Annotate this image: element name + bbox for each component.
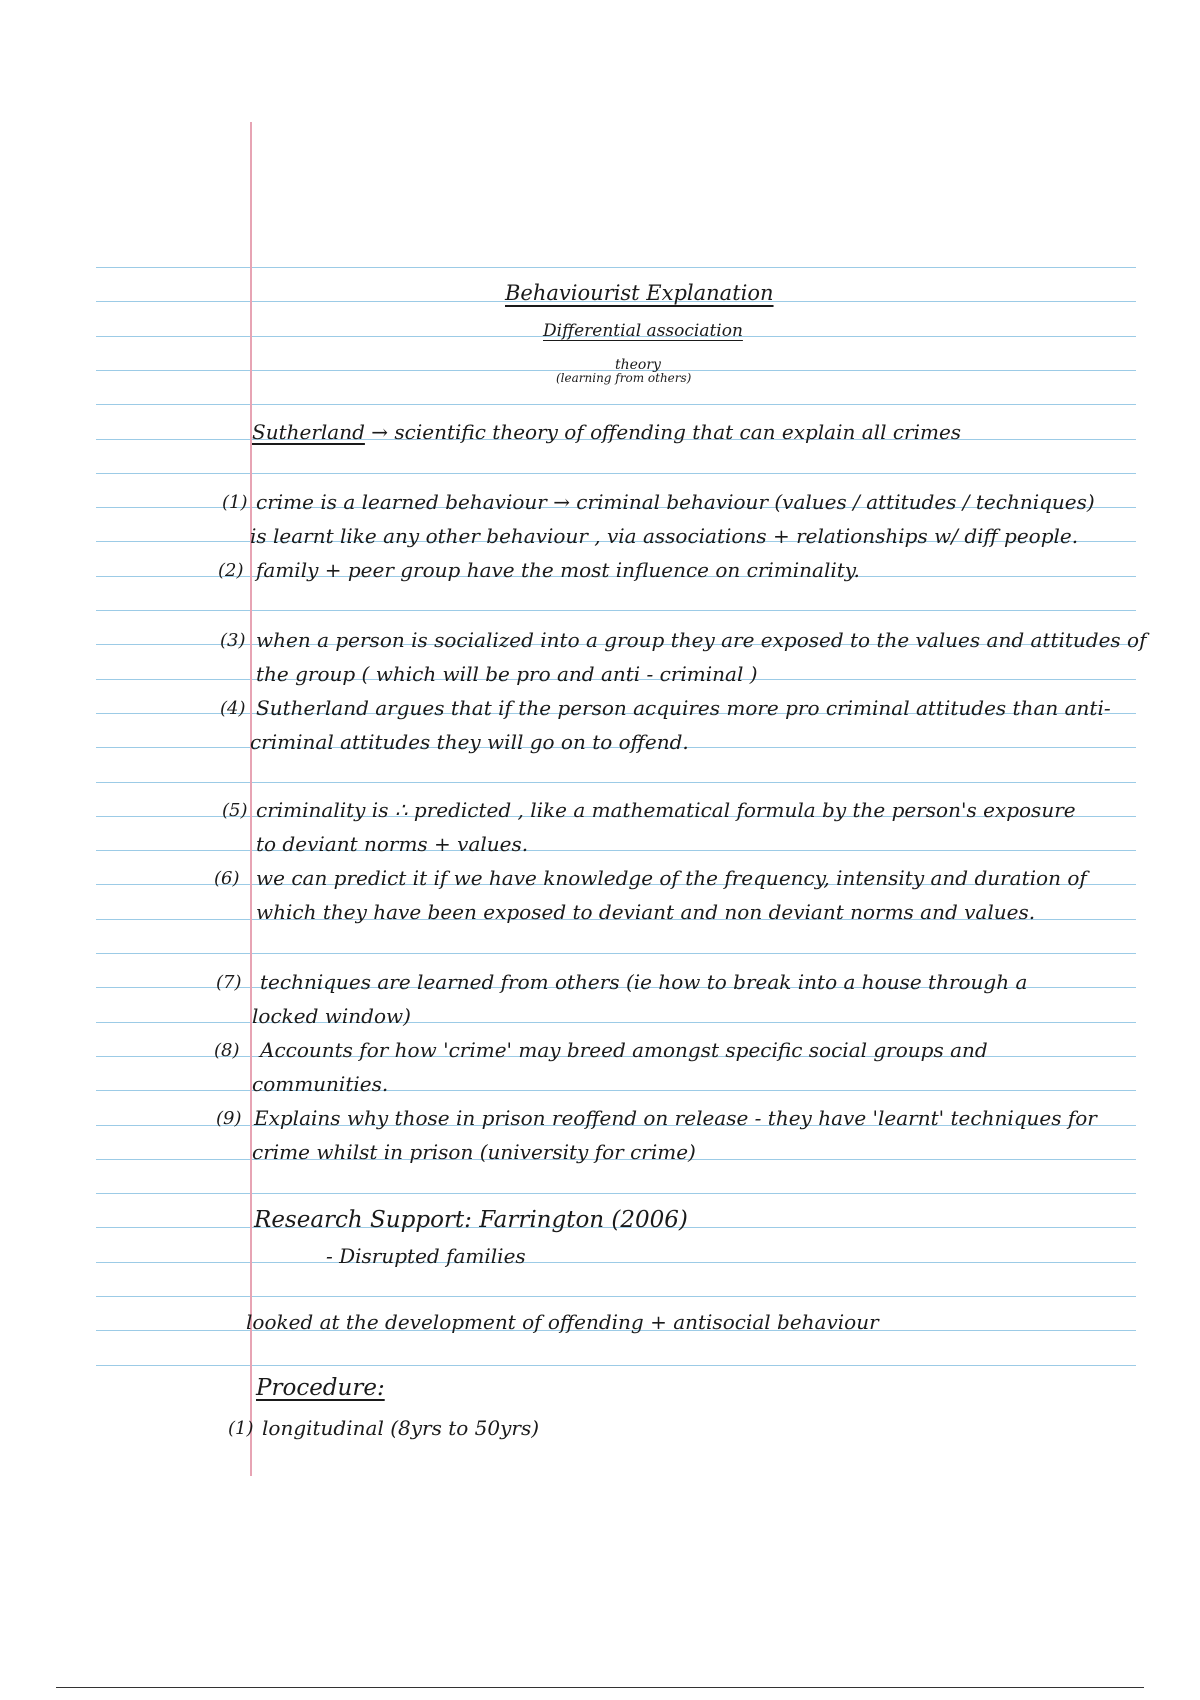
ruled-line xyxy=(96,1193,1136,1194)
page-subtitle-note: (learning from others) xyxy=(556,371,692,385)
margin-line xyxy=(250,122,252,1476)
point-number: (8) xyxy=(214,1040,240,1061)
ruled-line xyxy=(96,1262,1136,1263)
point-number: (1) xyxy=(222,492,248,513)
point-number: (5) xyxy=(222,800,248,821)
point-line: locked window) xyxy=(252,1004,411,1028)
procedure-number: (1) xyxy=(228,1418,254,1439)
intro-text: → scientific theory of offending that can explain all crimes xyxy=(371,420,962,444)
ruled-line xyxy=(96,473,1136,474)
looked-at-line: looked at the development of offending + antisocial behaviour xyxy=(246,1310,879,1334)
point-number: (6) xyxy=(214,868,240,889)
point-number: (4) xyxy=(220,698,246,719)
point-line: crime is a learned behaviour → criminal behaviour (values / attitudes / techniques) xyxy=(256,490,1095,514)
ruled-line xyxy=(96,782,1136,783)
ruled-line xyxy=(96,1365,1136,1366)
ruled-line xyxy=(96,1296,1136,1297)
ruled-line xyxy=(96,404,1136,405)
point-line: communities. xyxy=(252,1072,389,1096)
point-line: to deviant norms + values. xyxy=(256,832,529,856)
point-number: (9) xyxy=(216,1108,242,1129)
point-line: Sutherland argues that if the person acquires more pro criminal attitudes than anti- xyxy=(256,696,1111,720)
ruled-line xyxy=(96,267,1136,268)
intro-name: Sutherland xyxy=(252,420,365,444)
point-line: the group ( which will be pro and anti - criminal ) xyxy=(256,662,758,686)
point-line: family + peer group have the most influence on criminality. xyxy=(256,558,860,582)
ruled-line xyxy=(96,610,1136,611)
page-bottom-rule xyxy=(56,1687,1144,1688)
page-title: Behaviourist Explanation xyxy=(505,281,774,305)
research-heading: Research Support: Farrington (2006) xyxy=(254,1207,688,1233)
point-line: which they have been exposed to deviant and non deviant norms and values. xyxy=(256,900,1036,924)
point-number: (3) xyxy=(220,630,246,651)
point-line: criminal attitudes they will go on to offend. xyxy=(250,730,689,754)
ruled-line xyxy=(96,953,1136,954)
page-subtitle-theory: theory xyxy=(615,357,661,373)
point-line: Explains why those in prison reoffend on release - they have 'learnt' techniques for xyxy=(254,1106,1097,1130)
intro-line xyxy=(252,420,961,444)
point-number: (7) xyxy=(216,972,242,993)
point-line: we can predict it if we have knowledge of the frequency, intensity and duration of xyxy=(256,866,1087,890)
point-line: Accounts for how 'crime' may breed amongst specific social groups and xyxy=(260,1038,988,1062)
procedure-item: longitudinal (8yrs to 50yrs) xyxy=(262,1416,540,1440)
point-number: (2) xyxy=(218,560,244,581)
procedure-heading: Procedure: xyxy=(256,1375,385,1401)
page-subtitle: Differential association xyxy=(543,321,743,341)
ruled-line xyxy=(96,850,1136,851)
research-subheading: - Disrupted families xyxy=(326,1244,526,1268)
point-line: criminality is ∴ predicted , like a mathematical formula by the person's exposure xyxy=(256,798,1076,822)
point-line: crime whilst in prison (university for crime) xyxy=(252,1140,696,1164)
point-line: is learnt like any other behaviour , via associations + relationships w/ diff people. xyxy=(250,524,1079,548)
point-line: when a person is socialized into a group they are exposed to the values and attitudes of xyxy=(256,628,1147,652)
point-line: techniques are learned from others (ie how to break into a house through a xyxy=(260,970,1028,994)
